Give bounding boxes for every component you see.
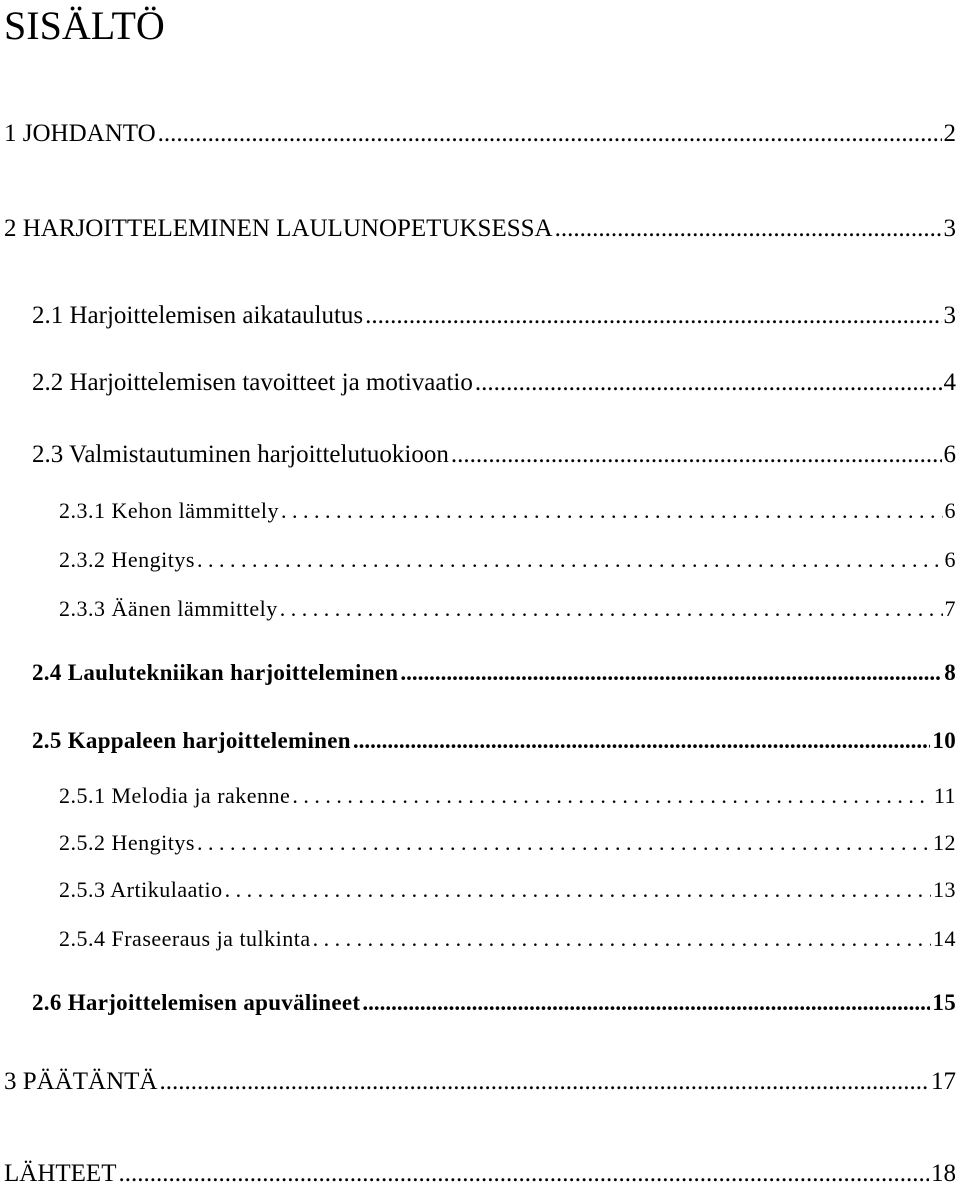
toc-entry[interactable] [59, 498, 956, 524]
toc-entry-label: 1 JOHDANTO [4, 120, 156, 147]
dot-leader [475, 369, 942, 397]
dot-leader [159, 1068, 929, 1096]
dot-leader [197, 830, 931, 856]
toc-entry-page: 15 [932, 990, 956, 1015]
toc-entry-label: 2.5.3 Artikulaatio [59, 877, 223, 902]
toc-entry[interactable] [4, 120, 956, 148]
toc-entry[interactable] [59, 783, 956, 809]
toc-entry-page: 3 [943, 215, 956, 242]
dot-leader [281, 498, 943, 524]
toc-entry[interactable] [4, 215, 956, 243]
dot-leader [365, 302, 941, 330]
toc-entry-page: 10 [932, 728, 956, 753]
toc-entry[interactable] [59, 877, 956, 903]
toc-entry[interactable] [59, 596, 956, 622]
toc-entry[interactable] [32, 990, 956, 1016]
dot-leader [555, 215, 942, 243]
toc-entry-page: 17 [931, 1068, 956, 1095]
toc-entry-page: 6 [943, 441, 956, 468]
toc-entry[interactable] [32, 660, 956, 686]
toc-entry-page: 13 [933, 877, 956, 902]
dot-leader [225, 877, 931, 903]
toc-entry[interactable] [32, 441, 956, 469]
dot-leader [313, 926, 931, 952]
toc-entry[interactable] [32, 302, 956, 330]
dot-leader [197, 547, 943, 573]
toc-entry-label: 2.3.1 Kehon lämmittely [59, 498, 279, 523]
toc-entry[interactable] [32, 369, 956, 397]
dot-leader [353, 728, 931, 754]
toc-entry-page: 14 [933, 926, 956, 951]
toc-entry-page: 6 [944, 547, 956, 572]
toc-entry-label: 3 PÄÄTÄNTÄ [4, 1068, 158, 1095]
toc-entry-label: 2.5.1 Melodia ja rakenne [59, 783, 291, 808]
toc-entry-label: 2.6 Harjoittelemisen apuvälineet [32, 990, 361, 1015]
toc-entry-label: 2.3.3 Äänen lämmittely [59, 596, 278, 621]
toc-entry-page: 12 [933, 830, 956, 855]
toc-entry-label: 2.3.2 Hengitys [59, 547, 195, 572]
dot-leader [118, 1160, 929, 1188]
toc-entry-page: 8 [944, 660, 956, 685]
toc-entry[interactable] [4, 1160, 956, 1188]
toc-entry[interactable] [59, 547, 956, 573]
toc-entry-page: 11 [933, 783, 956, 808]
toc-entry[interactable] [4, 1068, 956, 1096]
dot-leader [292, 783, 932, 809]
toc-entry-label: 2.5 Kappaleen harjoitteleminen [32, 728, 351, 753]
toc-entry-label: 2.4 Laulutekniikan harjoitteleminen [32, 660, 399, 685]
toc-entry-label: 2.1 Harjoittelemisen aikataulutus [32, 302, 364, 329]
toc-entry-page: 18 [931, 1160, 956, 1187]
dot-leader [362, 990, 930, 1016]
toc-entry-label: 2.3 Valmistautuminen harjoittelutuokioon [32, 441, 449, 468]
dot-leader [158, 120, 942, 148]
toc-entry-label: 2.2 Harjoittelemisen tavoitteet ja motivaatio [32, 369, 473, 396]
dot-leader [400, 660, 942, 686]
toc-entry-label: LÄHTEET [4, 1160, 117, 1187]
toc-entry-page: 7 [944, 596, 956, 621]
toc-entry-label: 2.5.2 Hengitys [59, 830, 195, 855]
toc-entry-page: 3 [943, 302, 956, 329]
toc-entry[interactable] [59, 830, 956, 856]
toc-entry-page: 2 [943, 120, 956, 147]
dot-leader [280, 596, 943, 622]
toc-entry-page: 4 [943, 369, 956, 396]
toc-entry-page: 6 [944, 498, 956, 523]
page-title: SISÄLTÖ [4, 3, 165, 48]
toc-entry-label: 2.5.4 Fraseeraus ja tulkinta [59, 926, 311, 951]
toc-entry[interactable] [32, 728, 956, 754]
dot-leader [451, 441, 942, 469]
toc-entry-label: 2 HARJOITTELEMINEN LAULUNOPETUKSESSA [4, 215, 553, 242]
toc-entry[interactable] [59, 926, 956, 952]
